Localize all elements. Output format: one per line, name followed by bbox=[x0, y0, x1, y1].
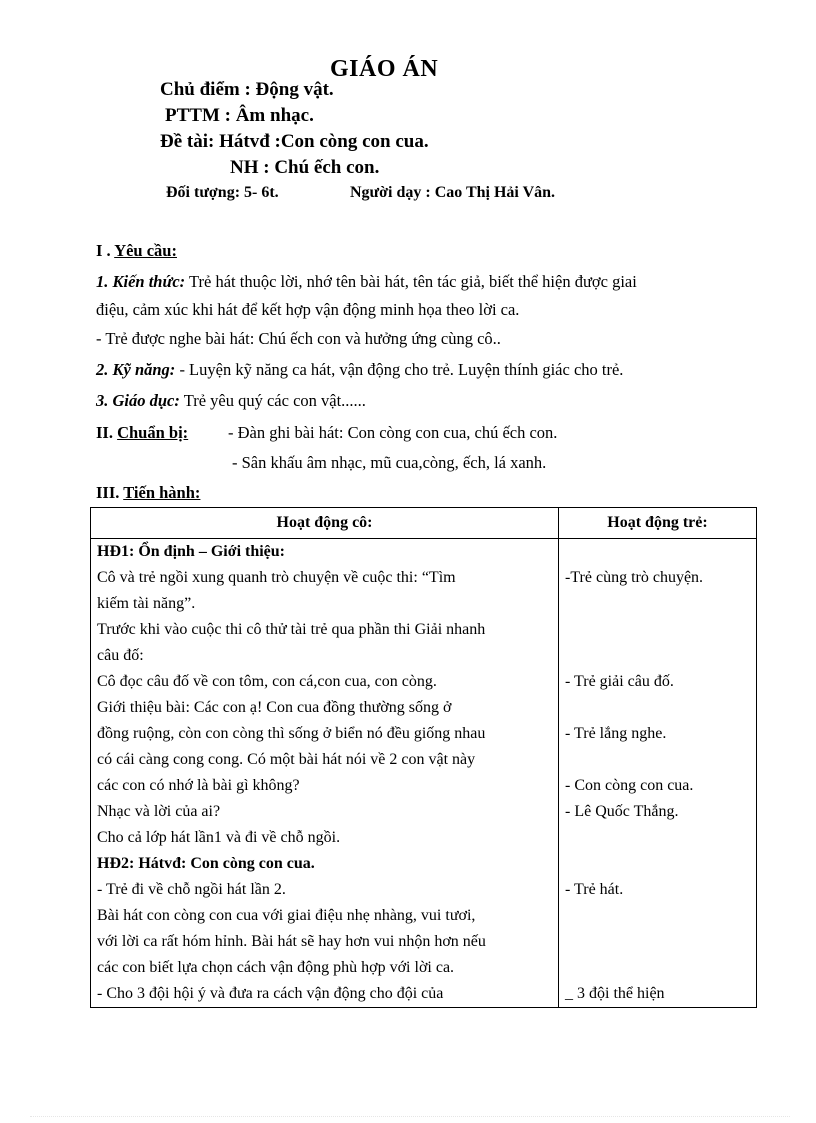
header-nguoi-day: Người dạy : Cao Thị Hải Vân. bbox=[350, 184, 556, 201]
teacher-activity-line: Cô đọc câu đố về con tôm, con cá,con cua, con còng. bbox=[97, 673, 437, 690]
children-activity-line: - Trẻ hát. bbox=[565, 881, 624, 898]
header-doi-tuong: Đối tượng: 5- 6t. bbox=[166, 184, 279, 201]
nghe-line: - Trẻ được nghe bài hát: Chú ếch con và hưởng ứng cùng cô.. bbox=[96, 329, 501, 348]
activity-table bbox=[90, 507, 757, 1008]
table-header-row bbox=[91, 508, 757, 539]
teacher-activity-line: câu đố: bbox=[97, 647, 144, 664]
teacher-activity-line: HĐ1: Ổn định – Giới thiệu: bbox=[97, 543, 286, 560]
table-row bbox=[91, 539, 757, 1008]
teacher-activity-line: có cái càng cong cong. Có một bài hát nói về 2 con vật này bbox=[97, 751, 476, 768]
ky-nang-line bbox=[96, 354, 623, 385]
teacher-activity-line: Giới thiệu bài: Các con ạ! Con cua đồng thường sống ở bbox=[97, 699, 452, 716]
teacher-activity-line: đồng ruộng, còn con còng thì sống ở biển nó đều giống nhau bbox=[97, 725, 486, 742]
kien-thuc-line-1 bbox=[96, 266, 637, 297]
teacher-activity-line: HĐ2: Hátvđ: Con còng con cua. bbox=[97, 855, 315, 872]
teacher-activity-line: Cho cả lớp hát lần1 và đi về chỗ ngồi. bbox=[97, 829, 341, 846]
header-de-tai: Đề tài: Hátvđ :Con còng con cua. bbox=[160, 131, 429, 152]
section-1-number: I . bbox=[96, 241, 115, 260]
kien-thuc-line-2: điệu, cảm xúc khi hát để kết hợp vận động minh họa theo lời ca. bbox=[96, 300, 520, 319]
col-header-teacher: Hoạt động cô: bbox=[91, 508, 559, 539]
kien-thuc-label: 1. Kiến thức: bbox=[96, 272, 186, 291]
section-1-heading bbox=[96, 235, 177, 266]
chuan-bi-item-1: - Đàn ghi bài hát: Con còng con cua, chú ếch con. bbox=[228, 423, 558, 442]
teacher-activity-line: - Trẻ đi về chỗ ngồi hát lần 2. bbox=[97, 881, 286, 898]
section-1-title: Yêu cầu: bbox=[114, 241, 177, 260]
document-title: GIÁO ÁN bbox=[330, 56, 439, 82]
children-activity-line bbox=[565, 929, 750, 955]
section-2-title: Chuẩn bị: bbox=[117, 423, 189, 442]
children-activity-line bbox=[565, 591, 750, 617]
teacher-activity-line: - Cho 3 đội hội ý và đưa ra cách vận động cho đội của bbox=[97, 985, 444, 1002]
teacher-activities-cell bbox=[91, 539, 559, 1008]
giao-duc-text: Trẻ yêu quý các con vật...... bbox=[179, 391, 366, 410]
header-chu-diem: Chủ điểm : Động vật. bbox=[160, 79, 334, 100]
header-nh: NH : Chú ếch con. bbox=[230, 157, 380, 178]
children-activity-line bbox=[565, 955, 750, 981]
teacher-activity-line: Nhạc và lời của ai? bbox=[97, 803, 221, 820]
ky-nang-text: - Luyện kỹ năng ca hát, vận động cho trẻ. Luyện thính giác cho trẻ. bbox=[175, 360, 624, 379]
children-activity-line bbox=[565, 851, 750, 877]
col-header-children: Hoạt động trẻ: bbox=[559, 508, 757, 539]
chuan-bi-item-2: - Sân khấu âm nhạc, mũ cua,còng, ếch, lá xanh. bbox=[232, 453, 547, 472]
header-pttm: PTTM : Âm nhạc. bbox=[165, 105, 314, 126]
children-activity-line bbox=[565, 617, 750, 643]
children-activity-line: - Con còng con cua. bbox=[565, 777, 694, 794]
children-activity-line: - Trẻ lắng nghe. bbox=[565, 725, 667, 742]
children-activity-line bbox=[565, 903, 750, 929]
children-activity-line: -Trẻ cùng trò chuyện. bbox=[565, 569, 704, 586]
children-activity-line bbox=[565, 643, 750, 669]
section-3-title: Tiến hành: bbox=[123, 483, 201, 502]
giao-duc-label: 3. Giáo dục: bbox=[96, 391, 180, 410]
teacher-activity-line: Cô và trẻ ngồi xung quanh trò chuyện về cuộc thi: “Tìm bbox=[97, 569, 456, 586]
children-activities-cell bbox=[559, 539, 757, 1008]
teacher-activity-line: các con có nhớ là bài gì không? bbox=[97, 777, 300, 794]
ky-nang-label: 2. Kỹ năng: bbox=[96, 360, 176, 379]
children-activity-line: - Lê Quốc Thắng. bbox=[565, 803, 679, 820]
children-activity-line bbox=[565, 539, 750, 565]
teacher-activity-line: với lời ca rất hóm hỉnh. Bài hát sẽ hay hơn vui nhộn hơn nếu bbox=[97, 933, 486, 950]
section-2-heading bbox=[96, 417, 188, 448]
children-activity-line bbox=[565, 747, 750, 773]
children-activity-line bbox=[565, 825, 750, 851]
section-2-number: II. bbox=[96, 423, 118, 442]
section-3-heading bbox=[96, 477, 200, 508]
children-activity-line: _ 3 đội thể hiện bbox=[565, 985, 665, 1002]
kien-thuc-text: Trẻ hát thuộc lời, nhớ tên bài hát, tên tác giả, biết thể hiện được giai bbox=[185, 272, 637, 291]
giao-duc-line bbox=[96, 385, 366, 416]
teacher-activity-line: Trước khi vào cuộc thi cô thử tài trẻ qua phần thi Giải nhanh bbox=[97, 621, 486, 638]
children-activity-line bbox=[565, 695, 750, 721]
teacher-activity-line: kiếm tài năng”. bbox=[97, 595, 196, 612]
children-activity-line: - Trẻ giải câu đố. bbox=[565, 673, 674, 690]
teacher-activity-line: các con biết lựa chọn cách vận động phù hợp với lời ca. bbox=[97, 959, 455, 976]
page-bottom-divider bbox=[30, 1116, 790, 1117]
section-3-number: III. bbox=[96, 483, 124, 502]
teacher-activity-line: Bài hát con còng con cua với giai điệu nhẹ nhàng, vui tươi, bbox=[97, 907, 476, 924]
